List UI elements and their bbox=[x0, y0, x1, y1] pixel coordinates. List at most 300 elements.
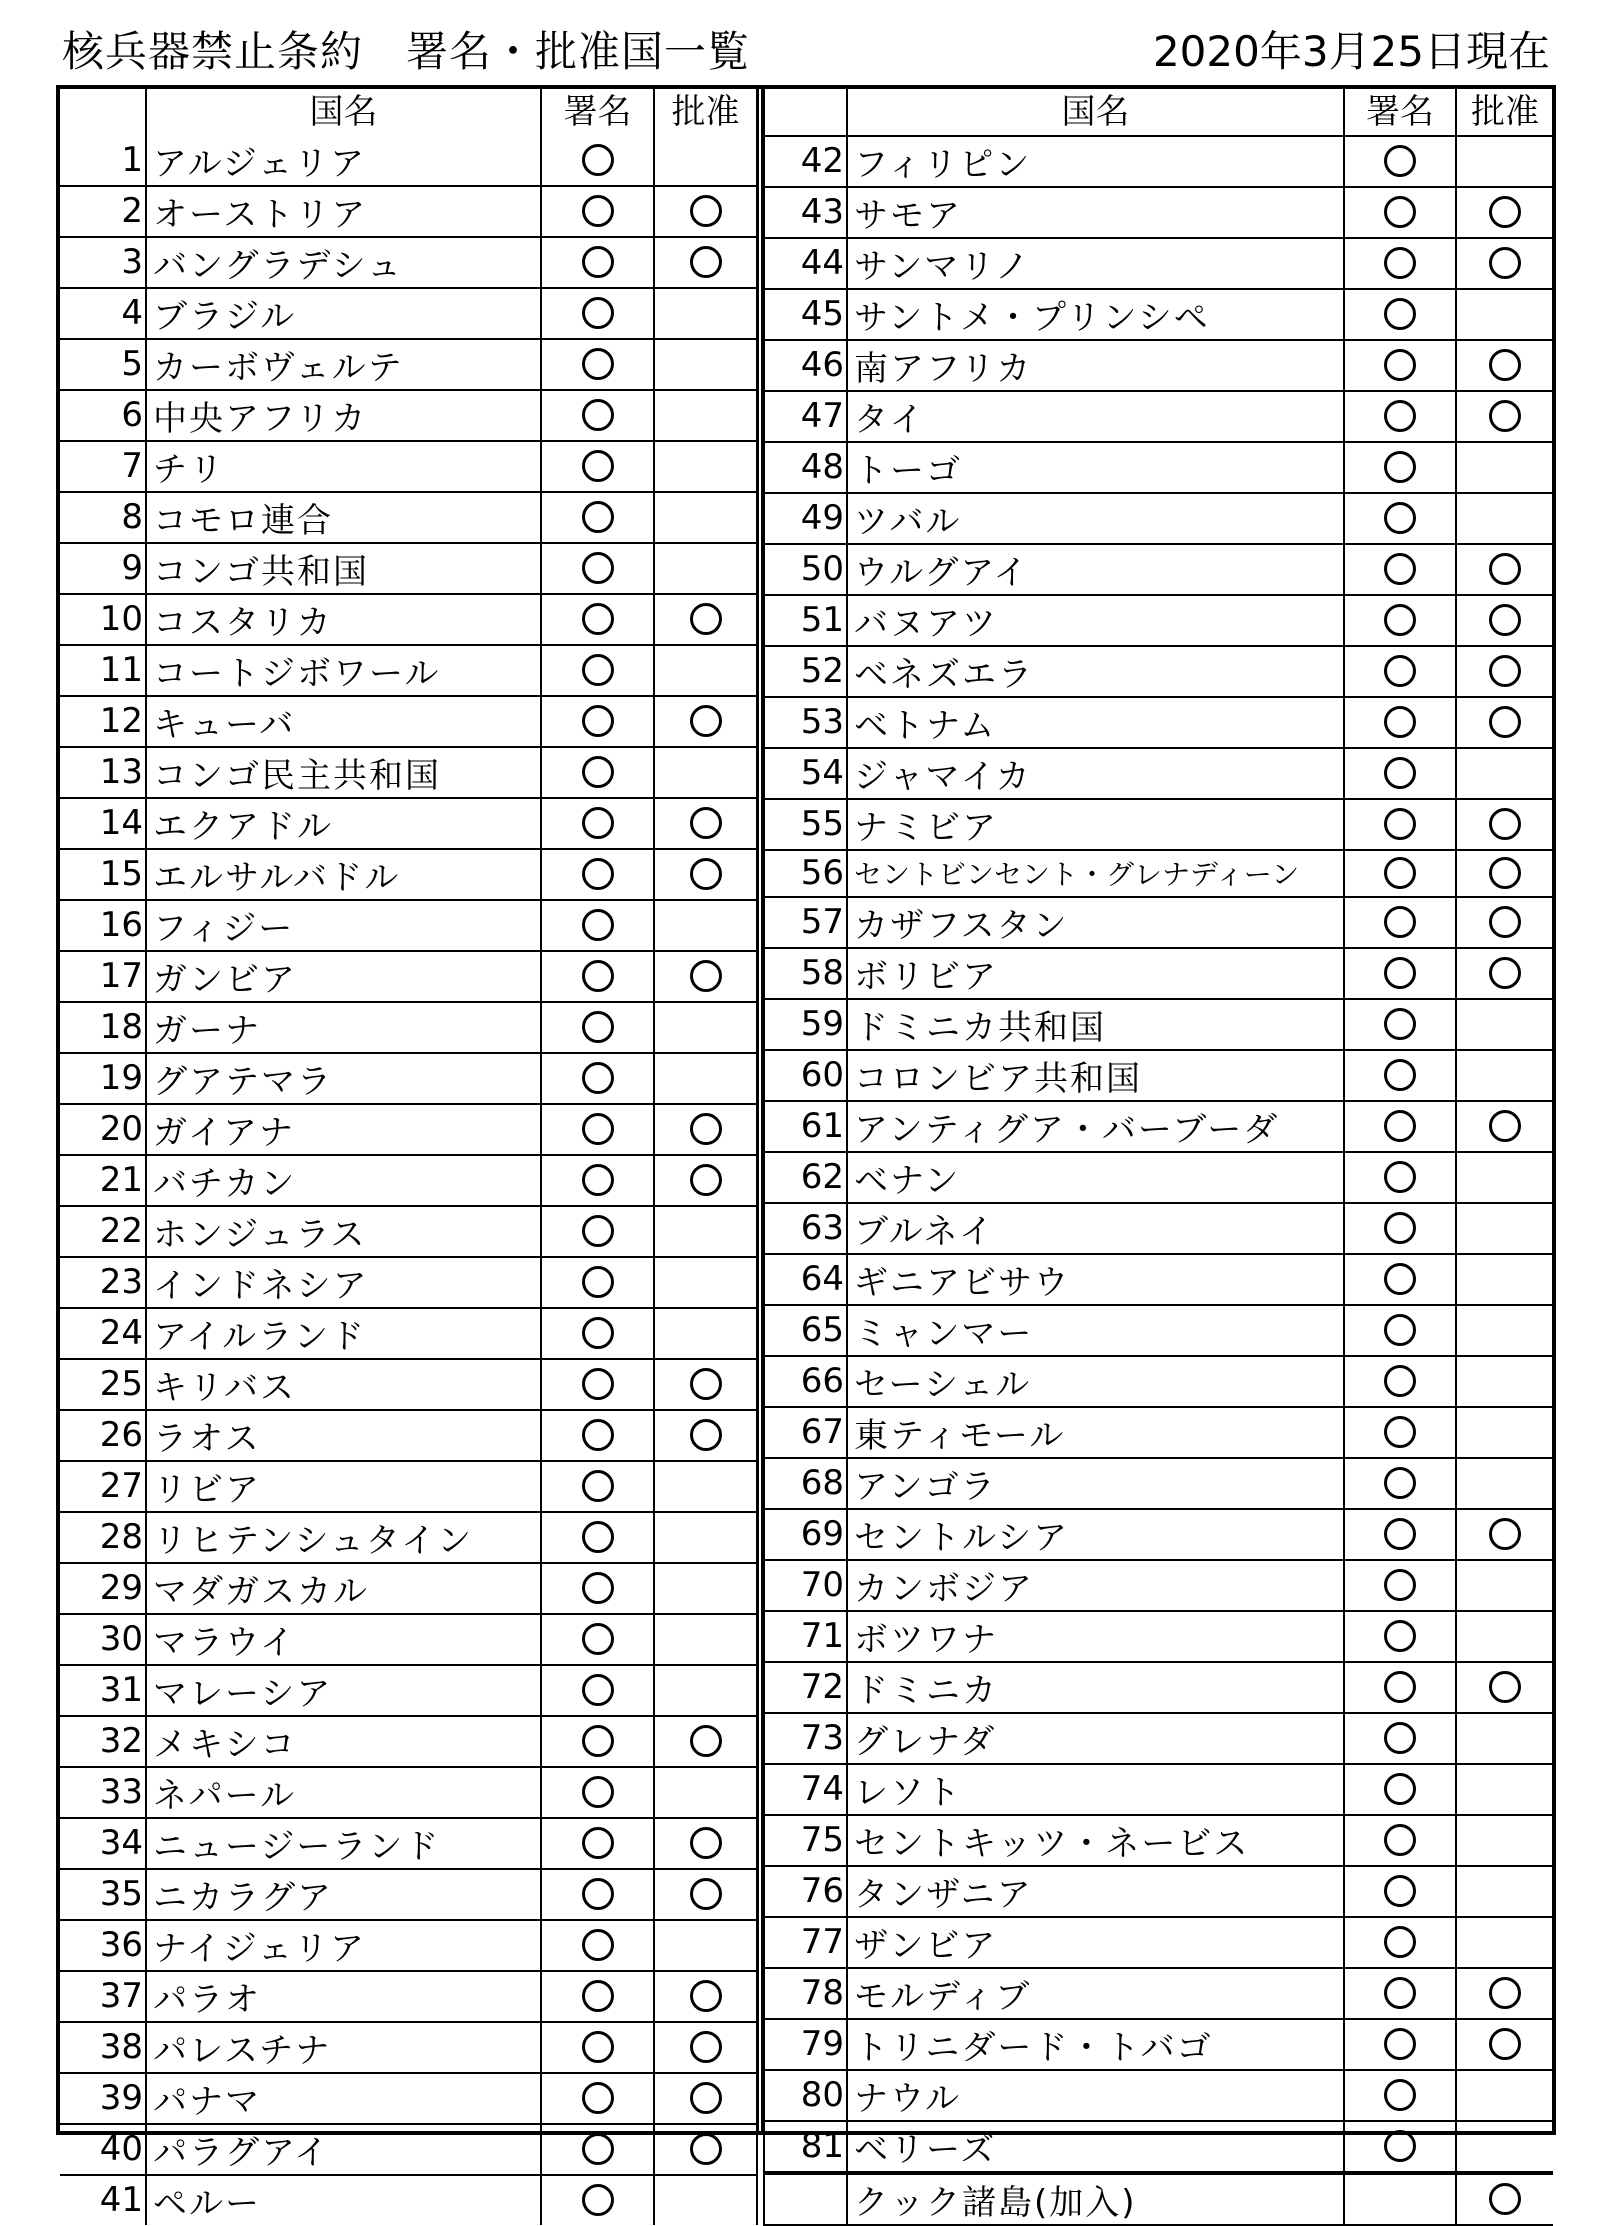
signed-circle-icon bbox=[582, 1368, 614, 1400]
signed-circle-icon bbox=[582, 552, 614, 584]
country-name: ガイアナ bbox=[146, 1104, 541, 1155]
ratified-cell bbox=[654, 1206, 757, 1257]
ratified-cell bbox=[654, 2022, 757, 2073]
table-row bbox=[764, 1866, 1553, 1917]
row-number: 58 bbox=[764, 948, 847, 999]
country-name: マラウイ bbox=[146, 1614, 541, 1665]
country-name: コンゴ共和国 bbox=[146, 543, 541, 594]
ratified-cell bbox=[654, 900, 757, 951]
ratified-circle-icon bbox=[1489, 196, 1521, 228]
ratified-cell bbox=[654, 1716, 757, 1767]
header-country-name: 国名 bbox=[146, 89, 541, 136]
row-number: 23 bbox=[60, 1257, 146, 1308]
table-row bbox=[764, 2173, 1553, 2225]
document-title: 核兵器禁止条約 署名・批准国一覧 bbox=[62, 27, 751, 76]
ratified-circle-icon bbox=[690, 2082, 722, 2114]
row-number: 22 bbox=[60, 1206, 146, 1257]
country-table-left bbox=[60, 89, 758, 2225]
table-row bbox=[60, 2073, 757, 2124]
signed-cell bbox=[541, 2073, 654, 2124]
ratified-cell bbox=[654, 951, 757, 1002]
row-number: 80 bbox=[764, 2070, 847, 2121]
table-row bbox=[764, 948, 1553, 999]
ratified-cell bbox=[1456, 1611, 1553, 1662]
table-row bbox=[764, 999, 1553, 1050]
signed-cell bbox=[1344, 1662, 1456, 1713]
signed-cell bbox=[541, 1818, 654, 1869]
table-row bbox=[764, 2070, 1553, 2121]
country-name: コートジボワール bbox=[146, 645, 541, 696]
country-name: トーゴ bbox=[847, 442, 1344, 493]
signed-circle-icon bbox=[1384, 1263, 1416, 1295]
row-number: 33 bbox=[60, 1767, 146, 1818]
signed-circle-icon bbox=[1384, 1059, 1416, 1091]
ratified-cell bbox=[1456, 1662, 1553, 1713]
signed-cell bbox=[1344, 1101, 1456, 1152]
ratified-circle-icon bbox=[1489, 349, 1521, 381]
ratified-cell bbox=[654, 645, 757, 696]
signed-circle-icon bbox=[582, 2031, 614, 2063]
country-name: バチカン bbox=[146, 1155, 541, 1206]
country-name: クック諸島(加入) bbox=[847, 2173, 1344, 2225]
country-name: トリニダード・トバゴ bbox=[847, 2019, 1344, 2070]
country-name: リビア bbox=[146, 1461, 541, 1512]
country-name: ナミビア bbox=[847, 799, 1344, 850]
table-row bbox=[60, 1155, 757, 1206]
signed-cell bbox=[1344, 1713, 1456, 1764]
ratified-cell bbox=[654, 1461, 757, 1512]
ratified-cell bbox=[1456, 391, 1553, 442]
row-number: 9 bbox=[60, 543, 146, 594]
country-name: オーストリア bbox=[146, 186, 541, 237]
country-name: フィジー bbox=[146, 900, 541, 951]
country-name: アイルランド bbox=[146, 1308, 541, 1359]
row-number: 81 bbox=[764, 2121, 847, 2173]
ratified-cell bbox=[1456, 1407, 1553, 1458]
table-row bbox=[764, 1254, 1553, 1305]
signed-cell bbox=[541, 1308, 654, 1359]
table-row bbox=[60, 1512, 757, 1563]
signed-cell bbox=[1344, 238, 1456, 289]
signed-cell bbox=[1344, 1611, 1456, 1662]
signed-cell bbox=[541, 1053, 654, 1104]
signed-circle-icon bbox=[1384, 906, 1416, 938]
signed-cell bbox=[541, 798, 654, 849]
ratified-cell bbox=[654, 696, 757, 747]
row-number: 36 bbox=[60, 1920, 146, 1971]
ratified-cell bbox=[654, 2124, 757, 2175]
signed-circle-icon bbox=[1384, 1926, 1416, 1958]
table-row bbox=[60, 1920, 757, 1971]
row-number bbox=[764, 2173, 847, 2225]
signed-cell bbox=[1344, 2173, 1456, 2225]
row-number: 57 bbox=[764, 897, 847, 948]
signed-circle-icon bbox=[1384, 196, 1416, 228]
ratified-cell bbox=[1456, 136, 1553, 187]
row-number: 27 bbox=[60, 1461, 146, 1512]
row-number: 6 bbox=[60, 390, 146, 441]
ratified-circle-icon bbox=[690, 807, 722, 839]
signed-circle-icon bbox=[582, 1470, 614, 1502]
ratified-circle-icon bbox=[1489, 1671, 1521, 1703]
signed-circle-icon bbox=[1384, 1773, 1416, 1805]
row-number: 68 bbox=[764, 1458, 847, 1509]
ratified-cell bbox=[654, 1053, 757, 1104]
ratified-circle-icon bbox=[1489, 553, 1521, 585]
row-number: 2 bbox=[60, 186, 146, 237]
signed-cell bbox=[541, 747, 654, 798]
table-row bbox=[60, 390, 757, 441]
country-name: 中央アフリカ bbox=[146, 390, 541, 441]
signed-cell bbox=[1344, 493, 1456, 544]
table-row bbox=[60, 849, 757, 900]
ratified-cell bbox=[654, 186, 757, 237]
signed-circle-icon bbox=[582, 1317, 614, 1349]
country-name: ギニアビサウ bbox=[847, 1254, 1344, 1305]
ratified-cell bbox=[1456, 187, 1553, 238]
table-row bbox=[764, 1458, 1553, 1509]
signed-cell bbox=[541, 1716, 654, 1767]
signed-circle-icon bbox=[1384, 2028, 1416, 2060]
country-name: サモア bbox=[847, 187, 1344, 238]
ratified-cell bbox=[1456, 1866, 1553, 1917]
country-name: コロンビア共和国 bbox=[847, 1050, 1344, 1101]
row-number: 30 bbox=[60, 1614, 146, 1665]
signed-circle-icon bbox=[582, 603, 614, 635]
signed-cell bbox=[1344, 340, 1456, 391]
table-row bbox=[60, 1410, 757, 1461]
row-number: 11 bbox=[60, 645, 146, 696]
table-row bbox=[60, 1308, 757, 1359]
ratified-cell bbox=[1456, 999, 1553, 1050]
table-row bbox=[764, 391, 1553, 442]
table-row bbox=[764, 1713, 1553, 1764]
ratified-circle-icon bbox=[690, 1980, 722, 2012]
row-number: 78 bbox=[764, 1968, 847, 2019]
table-row bbox=[764, 1560, 1553, 1611]
ratified-cell bbox=[654, 1257, 757, 1308]
row-number: 5 bbox=[60, 339, 146, 390]
ratified-cell bbox=[654, 849, 757, 900]
signed-circle-icon bbox=[1384, 1875, 1416, 1907]
ratified-cell bbox=[1456, 1815, 1553, 1866]
country-name: キリバス bbox=[146, 1359, 541, 1410]
country-name: セントキッツ・ネービス bbox=[847, 1815, 1344, 1866]
table-row bbox=[60, 543, 757, 594]
row-number: 77 bbox=[764, 1917, 847, 1968]
signed-cell bbox=[541, 136, 654, 186]
ratified-cell bbox=[654, 1869, 757, 1920]
row-number: 46 bbox=[764, 340, 847, 391]
signed-cell bbox=[541, 1359, 654, 1410]
country-name: ジャマイカ bbox=[847, 748, 1344, 799]
table-row bbox=[764, 646, 1553, 697]
row-number: 42 bbox=[764, 136, 847, 187]
row-number: 65 bbox=[764, 1305, 847, 1356]
table-row bbox=[764, 442, 1553, 493]
signed-circle-icon bbox=[582, 246, 614, 278]
signed-cell bbox=[1344, 1407, 1456, 1458]
ratified-cell bbox=[1456, 799, 1553, 850]
signed-cell bbox=[1344, 187, 1456, 238]
country-name: ガーナ bbox=[146, 1002, 541, 1053]
ratified-circle-icon bbox=[690, 1725, 722, 1757]
ratified-circle-icon bbox=[1489, 957, 1521, 989]
row-number: 50 bbox=[764, 544, 847, 595]
header-number bbox=[60, 89, 146, 136]
row-number: 35 bbox=[60, 1869, 146, 1920]
table-row bbox=[60, 747, 757, 798]
ratified-cell bbox=[654, 543, 757, 594]
table-row bbox=[764, 1407, 1553, 1458]
row-number: 17 bbox=[60, 951, 146, 1002]
row-number: 72 bbox=[764, 1662, 847, 1713]
signed-circle-icon bbox=[582, 756, 614, 788]
ratified-cell bbox=[654, 1818, 757, 1869]
row-number: 70 bbox=[764, 1560, 847, 1611]
ratified-cell bbox=[1456, 1917, 1553, 1968]
signed-circle-icon bbox=[582, 1062, 614, 1094]
signed-cell bbox=[541, 1971, 654, 2022]
signed-cell bbox=[1344, 1305, 1456, 1356]
row-number: 53 bbox=[764, 697, 847, 748]
row-number: 25 bbox=[60, 1359, 146, 1410]
table-row bbox=[764, 1611, 1553, 1662]
signed-circle-icon bbox=[582, 1011, 614, 1043]
row-number: 4 bbox=[60, 288, 146, 339]
signed-circle-icon bbox=[582, 858, 614, 890]
signed-circle-icon bbox=[1384, 502, 1416, 534]
country-name: ブラジル bbox=[146, 288, 541, 339]
table-row bbox=[60, 594, 757, 645]
ratified-cell bbox=[654, 1308, 757, 1359]
signed-circle-icon bbox=[1384, 857, 1416, 889]
signed-cell bbox=[1344, 1203, 1456, 1254]
table-row bbox=[60, 696, 757, 747]
signed-cell bbox=[1344, 1509, 1456, 1560]
table-row bbox=[60, 1818, 757, 1869]
table-row bbox=[764, 595, 1553, 646]
signed-cell bbox=[1344, 948, 1456, 999]
header-ratified: 批准 bbox=[654, 89, 757, 136]
signed-circle-icon bbox=[1384, 757, 1416, 789]
row-number: 64 bbox=[764, 1254, 847, 1305]
signed-circle-icon bbox=[1384, 1365, 1416, 1397]
country-name: タイ bbox=[847, 391, 1344, 442]
row-number: 26 bbox=[60, 1410, 146, 1461]
signed-circle-icon bbox=[1384, 1671, 1416, 1703]
table-row bbox=[60, 1716, 757, 1767]
signed-circle-icon bbox=[1384, 2130, 1416, 2162]
country-name: アンゴラ bbox=[847, 1458, 1344, 1509]
table-row bbox=[60, 1563, 757, 1614]
signed-cell bbox=[541, 288, 654, 339]
country-name: カンボジア bbox=[847, 1560, 1344, 1611]
table-row bbox=[60, 1104, 757, 1155]
country-name: インドネシア bbox=[146, 1257, 541, 1308]
ratified-cell bbox=[1456, 1356, 1553, 1407]
ratified-cell bbox=[654, 1920, 757, 1971]
as-of-date: 2020年3月25日現在 bbox=[1152, 27, 1550, 76]
row-number: 63 bbox=[764, 1203, 847, 1254]
signed-circle-icon bbox=[582, 654, 614, 686]
ratified-circle-icon bbox=[1489, 604, 1521, 636]
signed-circle-icon bbox=[582, 1572, 614, 1604]
table-row bbox=[764, 1917, 1553, 1968]
signed-circle-icon bbox=[582, 909, 614, 941]
ratified-cell bbox=[1456, 1764, 1553, 1815]
signed-cell bbox=[1344, 289, 1456, 340]
country-name: アルジェリア bbox=[146, 136, 541, 186]
signed-cell bbox=[541, 1410, 654, 1461]
ratified-circle-icon bbox=[1489, 706, 1521, 738]
table-row bbox=[60, 1002, 757, 1053]
ratified-cell bbox=[654, 798, 757, 849]
signed-cell bbox=[541, 1563, 654, 1614]
country-name: モルディブ bbox=[847, 1968, 1344, 2019]
signed-cell bbox=[541, 696, 654, 747]
signed-cell bbox=[541, 1614, 654, 1665]
signed-circle-icon bbox=[1384, 1212, 1416, 1244]
ratified-cell bbox=[654, 594, 757, 645]
signed-circle-icon bbox=[582, 1878, 614, 1910]
signed-circle-icon bbox=[1384, 145, 1416, 177]
ratified-circle-icon bbox=[690, 1419, 722, 1451]
country-name: パラオ bbox=[146, 1971, 541, 2022]
signed-circle-icon bbox=[582, 195, 614, 227]
signed-cell bbox=[1344, 595, 1456, 646]
table-row bbox=[764, 1662, 1553, 1713]
ratified-cell bbox=[654, 1665, 757, 1716]
row-number: 19 bbox=[60, 1053, 146, 1104]
country-name: ホンジュラス bbox=[146, 1206, 541, 1257]
table-row bbox=[60, 441, 757, 492]
ratified-cell bbox=[654, 390, 757, 441]
ratified-cell bbox=[1456, 238, 1553, 289]
table-row bbox=[60, 1053, 757, 1104]
table-row bbox=[60, 1665, 757, 1716]
ratified-cell bbox=[1456, 1152, 1553, 1203]
signed-circle-icon bbox=[582, 807, 614, 839]
signed-cell bbox=[541, 951, 654, 1002]
country-name: セントビンセント・グレナディーン bbox=[847, 850, 1344, 897]
ratified-circle-icon bbox=[690, 1368, 722, 1400]
signed-cell bbox=[1344, 1254, 1456, 1305]
signed-cell bbox=[1344, 391, 1456, 442]
row-number: 44 bbox=[764, 238, 847, 289]
table-row bbox=[60, 1869, 757, 1920]
table-row bbox=[764, 136, 1553, 187]
signed-cell bbox=[1344, 897, 1456, 948]
ratified-circle-icon bbox=[690, 960, 722, 992]
table-row bbox=[764, 340, 1553, 391]
signed-cell bbox=[541, 339, 654, 390]
signed-cell bbox=[1344, 1152, 1456, 1203]
row-number: 52 bbox=[764, 646, 847, 697]
ratified-cell bbox=[654, 1002, 757, 1053]
signed-circle-icon bbox=[1384, 1518, 1416, 1550]
country-name: エルサルバドル bbox=[146, 849, 541, 900]
signed-cell bbox=[1344, 1764, 1456, 1815]
ratified-cell bbox=[1456, 442, 1553, 493]
signed-circle-icon bbox=[582, 1674, 614, 1706]
signed-circle-icon bbox=[1384, 1008, 1416, 1040]
ratified-cell bbox=[1456, 1254, 1553, 1305]
country-name: グアテマラ bbox=[146, 1053, 541, 1104]
header-ratified: 批准 bbox=[1456, 89, 1553, 136]
signed-circle-icon bbox=[1384, 298, 1416, 330]
country-name: リヒテンシュタイン bbox=[146, 1512, 541, 1563]
table-header-row bbox=[764, 89, 1553, 136]
table-row bbox=[764, 289, 1553, 340]
country-name: チリ bbox=[146, 441, 541, 492]
signed-circle-icon bbox=[582, 399, 614, 431]
signed-circle-icon bbox=[1384, 706, 1416, 738]
row-number: 55 bbox=[764, 799, 847, 850]
signed-circle-icon bbox=[1384, 1161, 1416, 1193]
row-number: 71 bbox=[764, 1611, 847, 1662]
row-number: 28 bbox=[60, 1512, 146, 1563]
row-number: 1 bbox=[60, 136, 146, 186]
signed-cell bbox=[541, 594, 654, 645]
country-name: ナウル bbox=[847, 2070, 1344, 2121]
country-name: ラオス bbox=[146, 1410, 541, 1461]
signed-circle-icon bbox=[1384, 400, 1416, 432]
country-name: マレーシア bbox=[146, 1665, 541, 1716]
row-number: 51 bbox=[764, 595, 847, 646]
header-signed: 署名 bbox=[1344, 89, 1456, 136]
row-number: 60 bbox=[764, 1050, 847, 1101]
row-number: 32 bbox=[60, 1716, 146, 1767]
signed-cell bbox=[1344, 1458, 1456, 1509]
country-table-right bbox=[763, 89, 1553, 2226]
signed-circle-icon bbox=[582, 1266, 614, 1298]
signed-circle-icon bbox=[1384, 1314, 1416, 1346]
row-number: 31 bbox=[60, 1665, 146, 1716]
signed-circle-icon bbox=[582, 960, 614, 992]
country-name: ネパール bbox=[146, 1767, 541, 1818]
table-row bbox=[60, 136, 757, 186]
ratified-cell bbox=[1456, 544, 1553, 595]
signed-circle-icon bbox=[582, 1215, 614, 1247]
row-number: 34 bbox=[60, 1818, 146, 1869]
country-name: マダガスカル bbox=[146, 1563, 541, 1614]
ratified-cell bbox=[654, 1512, 757, 1563]
table-row bbox=[764, 1305, 1553, 1356]
row-number: 40 bbox=[60, 2124, 146, 2175]
country-name: アンティグア・バーブーダ bbox=[847, 1101, 1344, 1152]
signed-cell bbox=[541, 543, 654, 594]
country-name: ニカラグア bbox=[146, 1869, 541, 1920]
row-number: 54 bbox=[764, 748, 847, 799]
country-name: グレナダ bbox=[847, 1713, 1344, 1764]
signed-cell bbox=[1344, 799, 1456, 850]
row-number: 61 bbox=[764, 1101, 847, 1152]
signed-circle-icon bbox=[582, 144, 614, 176]
ratified-circle-icon bbox=[690, 858, 722, 890]
signed-circle-icon bbox=[1384, 1977, 1416, 2009]
ratified-circle-icon bbox=[1489, 808, 1521, 840]
row-number: 10 bbox=[60, 594, 146, 645]
country-name: ボツワナ bbox=[847, 1611, 1344, 1662]
signed-cell bbox=[1344, 2070, 1456, 2121]
signed-circle-icon bbox=[1384, 1569, 1416, 1601]
signed-cell bbox=[1344, 2121, 1456, 2173]
ratified-cell bbox=[1456, 2173, 1553, 2225]
country-name: ウルグアイ bbox=[847, 544, 1344, 595]
table-row bbox=[764, 697, 1553, 748]
table-row bbox=[60, 1461, 757, 1512]
